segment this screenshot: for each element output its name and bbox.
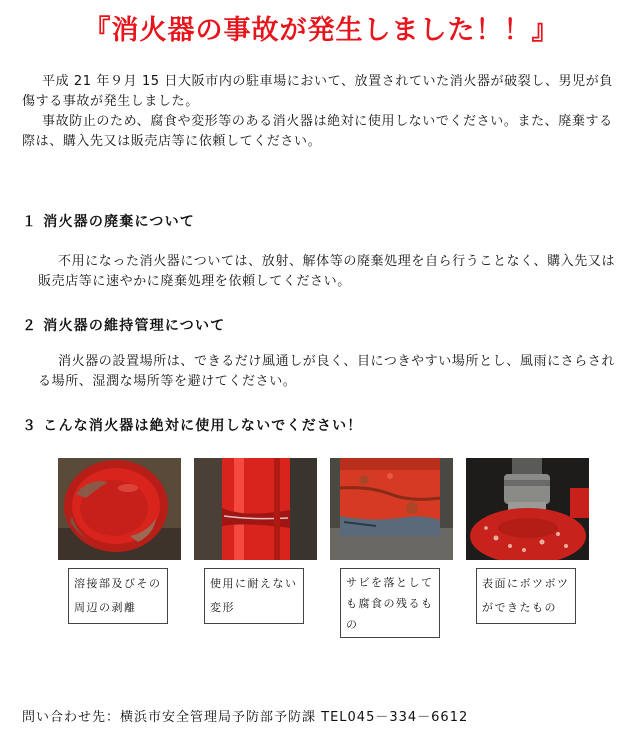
contact-info: 問い合わせ先：横浜市安全管理局予防部予防課 TEL045－334－6612 — [22, 710, 469, 725]
section-body-maintenance — [38, 352, 626, 392]
maintenance-text: 消火器の設置場所は、できるだけ風通しが良く、目につきやすい場所とし、風雨にさらされる場所、湿潤な場所等を避けてください。 — [38, 354, 616, 389]
intro-text — [22, 72, 622, 152]
disposal-text: 不用になった消火器については、放射、解体等の廃棄処理を自ら行うことなく、購入先又は販売店等に速やかに廃棄処理を依頼してください。 — [38, 254, 616, 289]
caption-peeling: 溶接部及びその周辺の剥離 — [68, 568, 168, 624]
section-body-disposal — [38, 252, 626, 292]
photo-pitting — [466, 458, 589, 560]
page-title: 『消火器の事故が発生しました！！』 — [83, 15, 560, 46]
section-heading-warning: ３ こんな消火器は絶対に使用しないでください！ — [22, 418, 363, 434]
section-heading-maintenance: ２ 消火器の維持管理について — [22, 318, 226, 334]
section-heading-disposal: １ 消火器の廃棄について — [22, 214, 195, 230]
photo-peeling — [58, 458, 181, 560]
photo-rust — [330, 458, 453, 560]
intro-paragraph-2: 事故防止のため、腐食や変形等のある消火器は絶対に使用しないでください。また、廃棄する際は、購入先又は販売店等に依頼してください。 — [22, 114, 613, 149]
caption-rust: サビを落としても腐食の残るもの — [340, 568, 440, 638]
caption-deformation: 使用に耐えない変形 — [204, 568, 304, 624]
photo-deformation — [194, 458, 317, 560]
intro-paragraph-1: 平成 21 年９月 15 日大阪市内の駐車場において、放置されていた消火器が破裂し、男児が負傷する事故が発生しました。 — [22, 74, 613, 109]
caption-pitting: 表面にボツボツができたもの — [476, 568, 576, 624]
